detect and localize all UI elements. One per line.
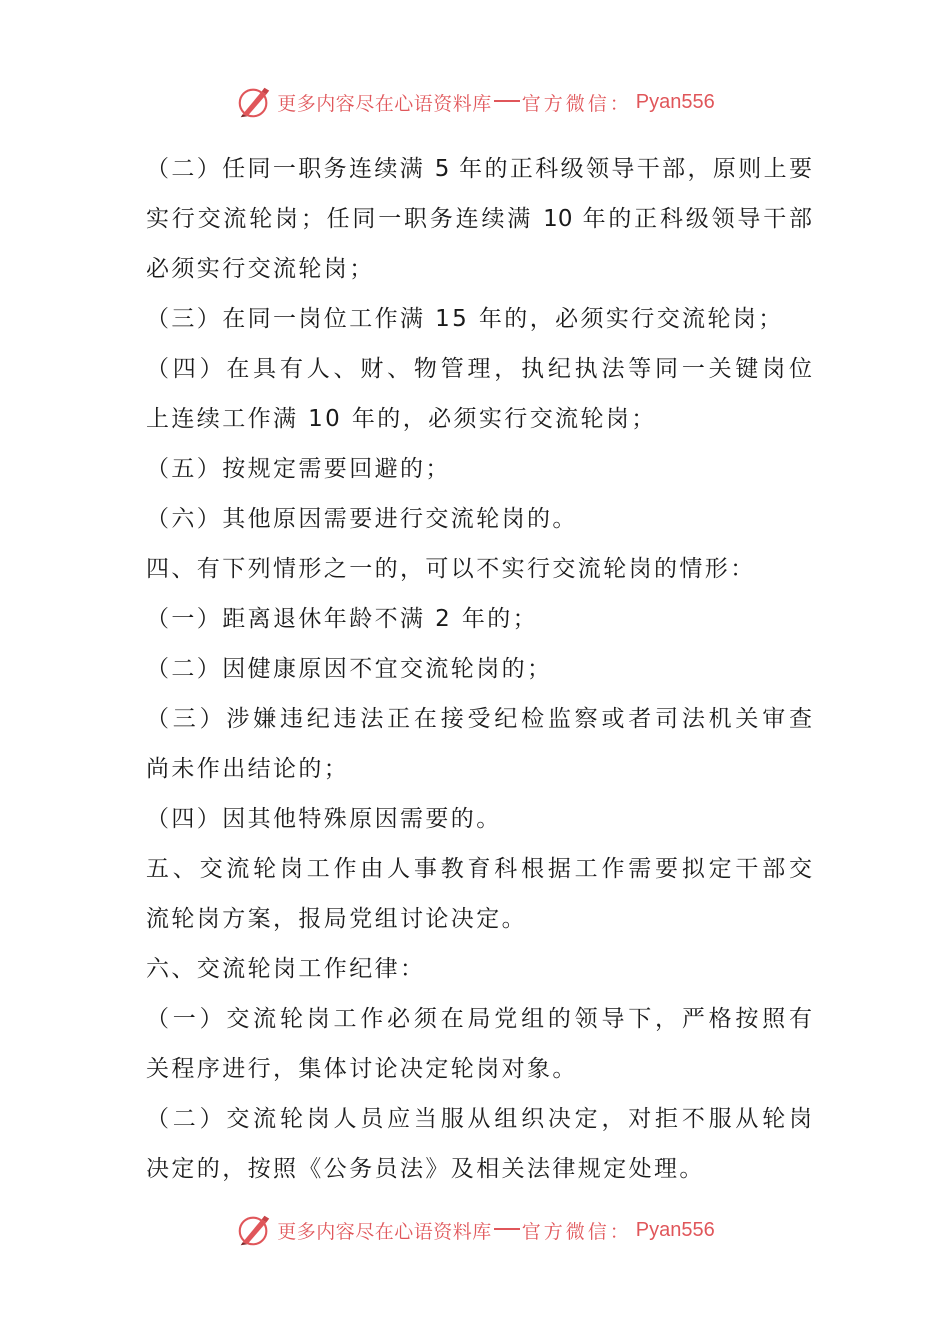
banner-dash	[494, 100, 520, 102]
banner-main-text: 更多内容尽在心语资料库	[277, 1220, 492, 1243]
banner-wechat-id: Pyan556	[635, 1218, 715, 1241]
text-line: 五、交流轮岗工作由人事教育科根据工作需要拟定干部交	[146, 856, 812, 882]
footer-banner	[0, 1208, 950, 1252]
text-line: （二）任同一职务连续满 5 年的正科级领导干部，原则上要	[146, 156, 812, 182]
text-line: 四、有下列情形之一的，可以不实行交流轮岗的情形：	[146, 556, 756, 582]
banner-sub-text: 官方微信：	[521, 92, 632, 115]
document-body	[146, 144, 812, 1194]
text-line: （一）距离退休年龄不满 2 年的；	[146, 606, 539, 632]
banner-dash	[494, 1228, 520, 1230]
text-line: （四）在具有人、财、物管理，执纪执法等同一关键岗位	[146, 356, 812, 382]
text-line: （四）因其他特殊原因需要的。	[146, 806, 502, 832]
text-line: （六）其他原因需要进行交流轮岗的。	[146, 506, 578, 532]
text-line: 决定的，按照《公务员法》及相关法律规定处理。	[146, 1156, 705, 1182]
text-line: （二）因健康原因不宜交流轮岗的；	[146, 656, 553, 682]
text-line: 必须实行交流轮岗；	[146, 256, 375, 282]
pen-logo-icon	[235, 1211, 273, 1249]
text-line: 上连续工作满 10 年的，必须实行交流轮岗；	[146, 406, 657, 432]
text-line: （一）交流轮岗工作必须在局党组的领导下，严格按照有	[146, 1006, 812, 1032]
text-line: （五）按规定需要回避的；	[146, 456, 451, 482]
text-line: 流轮岗方案，报局党组讨论决定。	[146, 906, 527, 932]
pen-logo-icon	[235, 83, 273, 121]
text-line: 六、交流轮岗工作纪律：	[146, 956, 426, 982]
text-line: （二）交流轮岗人员应当服从组织决定，对拒不服从轮岗	[146, 1106, 812, 1132]
text-line: 关程序进行，集体讨论决定轮岗对象。	[146, 1056, 578, 1082]
text-line: 尚未作出结论的；	[146, 756, 350, 782]
text-line: （三）在同一岗位工作满 15 年的，必须实行交流轮岗；	[146, 306, 784, 332]
text-line: （三）涉嫌违纪违法正在接受纪检监察或者司法机关审查	[146, 706, 812, 732]
header-banner	[0, 80, 950, 124]
banner-main-text: 更多内容尽在心语资料库	[277, 92, 492, 115]
banner-sub-text: 官方微信：	[521, 1220, 632, 1243]
banner-wechat-id: Pyan556	[635, 90, 715, 113]
text-line: 实行交流轮岗；任同一职务连续满 10 年的正科级领导干部	[146, 206, 812, 232]
